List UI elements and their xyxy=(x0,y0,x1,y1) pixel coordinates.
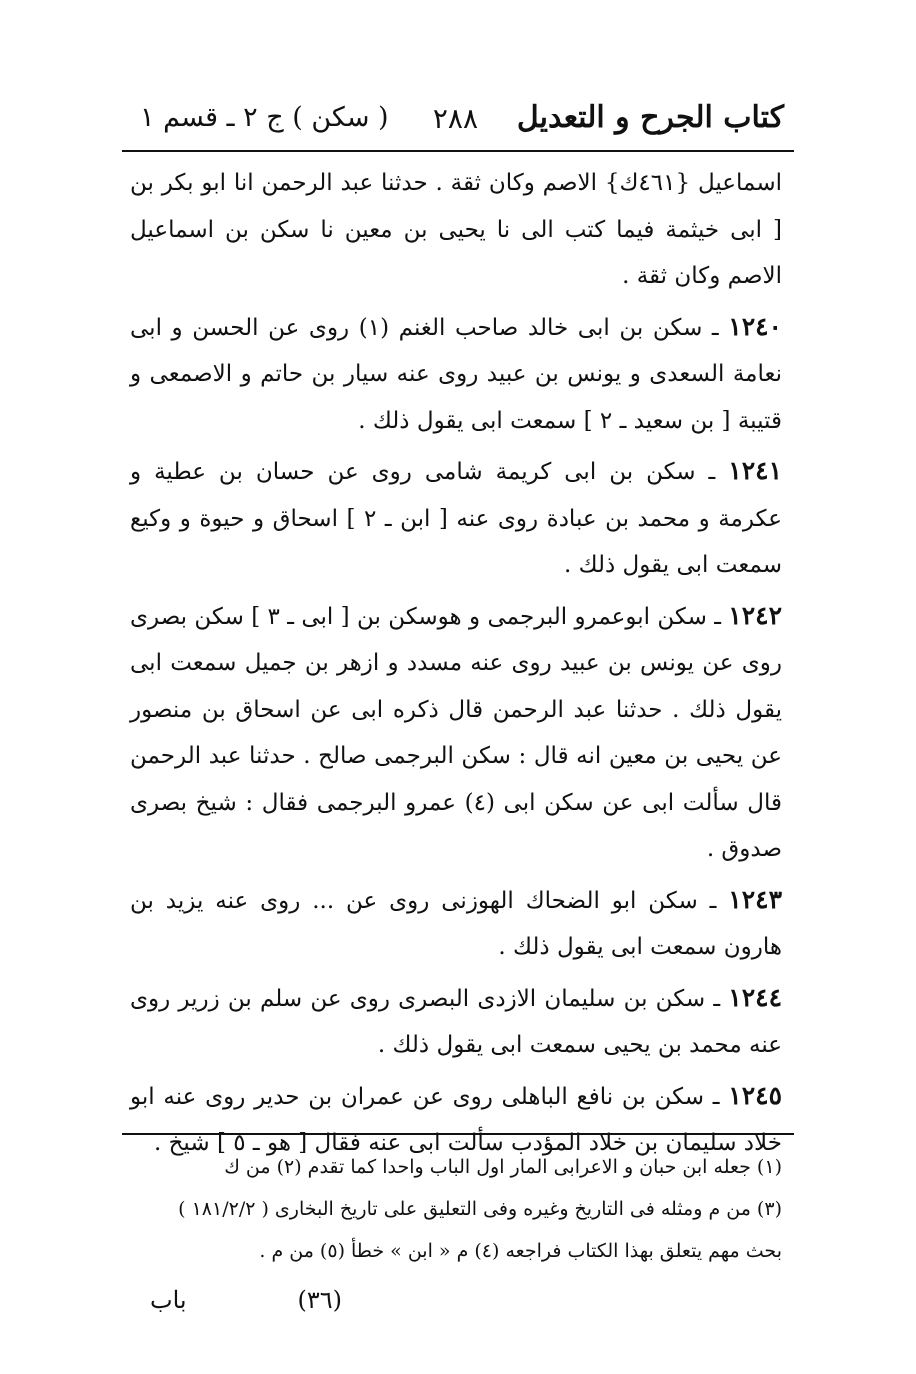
paragraph-text: اسماعيل {٤٦١ك} الاصم وكان ثقة . حدثنا عبد الرحمن انا ابو بكر بن [ ابى خيثمة فيما كتب الى نا يحيى بن معين نا سكن بن اسماعيل الاصم وكان ثقة . xyxy=(130,170,783,289)
entry-text: ـ سكن ابوعمرو البرجمى و هوسكن بن [ ابى ـ ٣ ] سكن بصرى روى عن يونس بن عبيد روى عنه مسدد و ازهر بن جميل سمعت ابى يقول ذلك . حدثنا عبد الرحمن قال ذكره ابى عن اسحاق بن منصور عن يحيى بن معين انه قال : سكن البرجمى صالح . حدثنا عبد الرحمن قال سألت ابى عن سكن ابى (٤) عمرو البرجمى فقال : شيخ بصرى صدوق . xyxy=(130,603,782,862)
entry-number: ١٢٤٠ xyxy=(728,311,782,341)
page-number: ٢٨٨ xyxy=(432,102,478,135)
entry xyxy=(130,593,782,873)
entry xyxy=(130,304,782,445)
signature-line xyxy=(150,1286,400,1326)
signature-number: (٣٦) xyxy=(297,1286,342,1314)
entry xyxy=(130,877,782,971)
footnote-rule xyxy=(122,1133,794,1135)
footnote-line: بحث مهم يتعلق بهذا الكتاب فراجعه (٤) م « ابن » خطأ (٥) من م . xyxy=(259,1240,782,1262)
entry-text: ـ سكن بن سليمان الازدى البصرى روى عن سلم بن زرير روى عنه محمد بن يحيى سمعت ابى يقول ذلك . xyxy=(130,985,782,1058)
entry-text: ـ سكن بن نافع الباهلى روى عن عمران بن حدير روى عنه ابو خلاد سليمان بن خلاد المؤدب سألت ابى عنه فقال [ هو ـ ٥ ] شيخ . xyxy=(130,1083,782,1156)
entry-text: ـ سكن بن ابى كريمة شامى روى عن حسان بن عطية و عكرمة و محمد بن عبادة روى عنه [ ابن ـ ٢ ] اسحاق و حيوة و وكيع سمعت ابى يقول ذلك . xyxy=(130,459,782,578)
catchword: باب xyxy=(150,1286,187,1314)
paragraph xyxy=(130,160,782,300)
section-indicator: ( سكن ) ج ٢ ـ قسم ١ xyxy=(140,102,389,133)
entry-number: ١٢٤٣ xyxy=(728,884,782,914)
running-head xyxy=(120,96,796,148)
entry-number: ١٢٤٤ xyxy=(728,982,782,1012)
entry-text: ـ سكن ابو الضحاك الهوزنى روى عن ... روى عنه يزيد بن هارون سمعت ابى يقول ذلك . xyxy=(130,887,782,960)
entry-text: ـ سكن بن ابى خالد صاحب الغنم (١) روى عن الحسن و ابى نعامة السعدى و يونس بن عبيد روى عنه سيار بن حاتم و الاصمعى و قتيبة [ بن سعيد ـ ٢ ] سمعت ابى يقول ذلك . xyxy=(130,314,782,434)
footnote-line: (١) جعله ابن حبان و الاعرابى المار اول الباب واحدا كما تقدم (٢) من ك xyxy=(224,1156,782,1178)
header-rule xyxy=(122,150,794,152)
footnote-line: (٣) من م ومثله فى التاريخ وغيره وفى التعليق على تاريخ البخارى ( ١٨١/٢/٢ ) xyxy=(178,1198,782,1220)
entry xyxy=(130,448,782,589)
main-text xyxy=(130,160,782,1171)
book-title: كتاب الجرح و التعديل xyxy=(516,100,784,135)
entry-number: ١٢٤٢ xyxy=(728,600,782,630)
entry-number: ١٢٤٥ xyxy=(728,1080,783,1110)
entry-number: ١٢٤١ xyxy=(728,456,782,485)
footnotes xyxy=(130,1146,782,1272)
entry xyxy=(130,975,782,1069)
